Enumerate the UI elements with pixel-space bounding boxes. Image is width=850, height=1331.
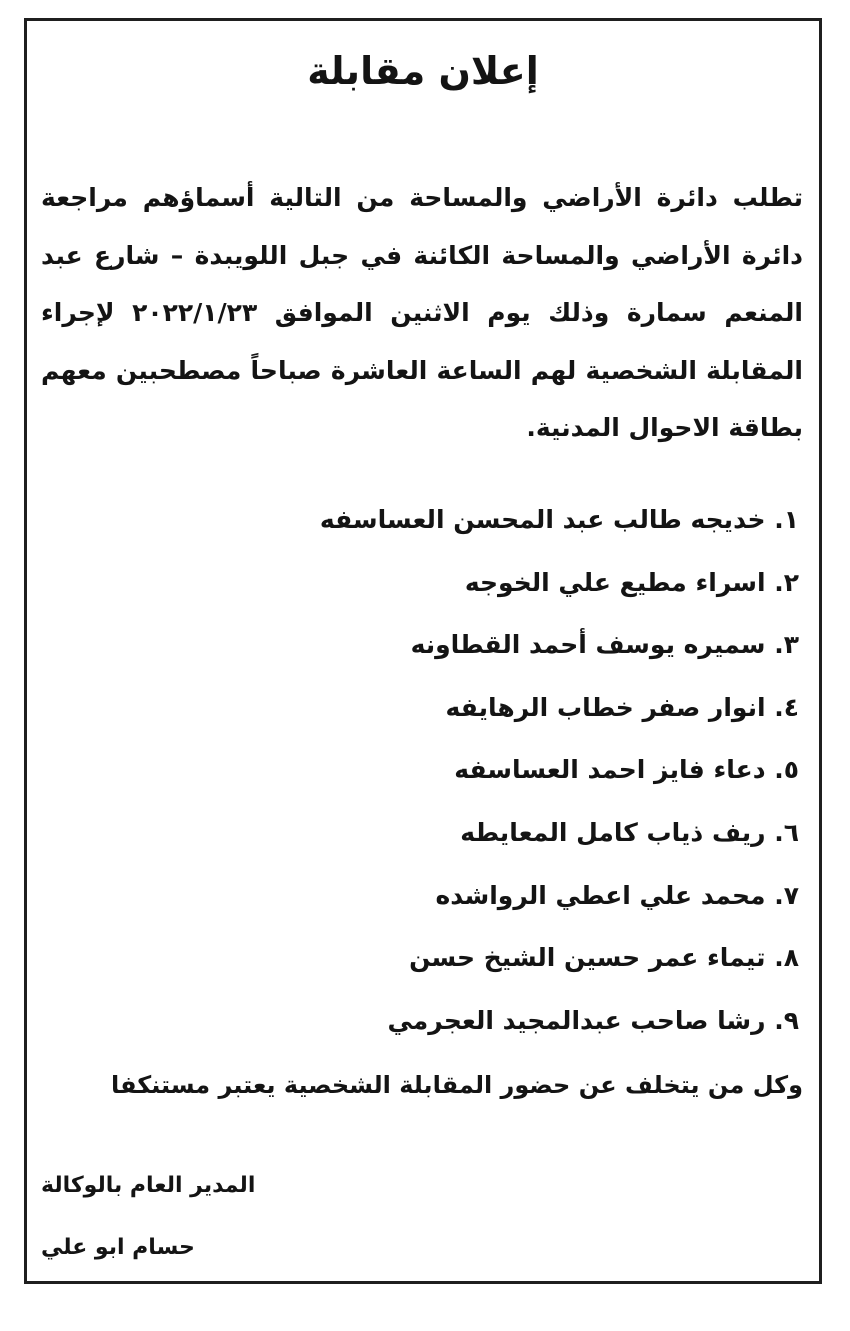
signature-title: المدير العام بالوكالة xyxy=(41,1173,256,1198)
list-item: ٤. انوار صفر خطاب الرهايفه xyxy=(445,692,799,722)
list-item: ٧. محمد علي اعطي الرواشده xyxy=(435,880,799,910)
announcement-frame xyxy=(24,18,822,1284)
intro-paragraph: تطلب دائرة الأراضي والمساحة من التالية أسماؤهم مراجعة دائرة الأراضي والمساحة الكائنة في جبل اللويبدة – شارع عبد المنعم سمارة وذلك يوم الاثنين الموافق ٢٠٢٢/١/٢٣ لإجراء المقابلة الشخصية لهم الساعة العاشرة صباحاً مصطحبين معهم بطاقة الاحوال المدنية. xyxy=(41,183,803,442)
signature-name: حسام ابو علي xyxy=(41,1235,195,1260)
list-item: ٩. رشا صاحب عبدالمجيد العجرمي xyxy=(387,1005,799,1035)
list-item: ٥. دعاء فايز احمد العساسفه xyxy=(454,755,799,785)
list-item: ٨. تيماء عمر حسين الشيخ حسن xyxy=(409,943,799,973)
names-list xyxy=(59,489,799,1052)
page-title: إعلان مقابلة xyxy=(307,49,539,93)
list-item: ٣. سميره يوسف أحمد القطاونه xyxy=(410,630,799,660)
list-item: ٢. اسراء مطيع علي الخوجه xyxy=(464,567,799,597)
closing-note: وكل من يتخلف عن حضور المقابلة الشخصية يعتبر مستنكفا xyxy=(110,1071,803,1099)
list-item: ١. خديجه طالب عبد المحسن العساسفه xyxy=(319,505,799,534)
list-item: ٦. ريف ذياب كامل المعايطه xyxy=(460,817,799,847)
